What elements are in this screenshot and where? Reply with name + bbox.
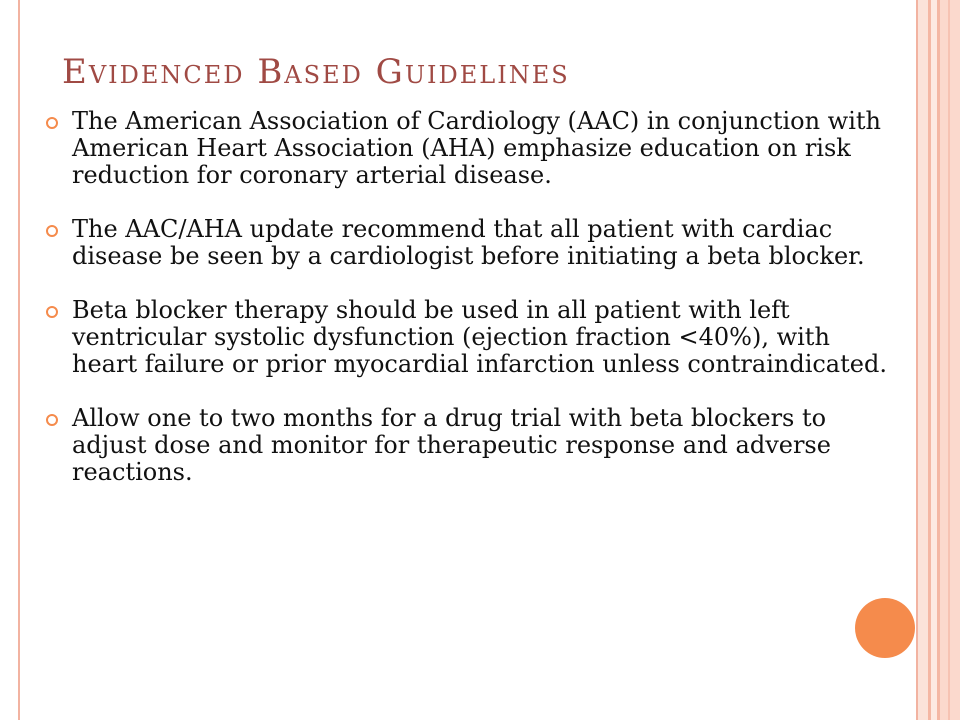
right-decorative-stripe [948,0,950,720]
bullet-text: The AAC/AHA update recommend that all patient with cardiac disease be seen by a cardiologist before initiating a beta blocker. [72,215,865,270]
bullet-text: Allow one to two months for a drug trial with beta blockers to adjust dose and monitor for therapeutic response and adverse reactions. [72,404,831,486]
circle-bullet-icon [46,117,58,129]
slide-title: Evidenced Based Guidelines [62,52,570,92]
bullet-item [46,297,891,378]
bullet-text: The American Association of Cardiology (AAC) in conjunction with American Heart Association (AHA) emphasize education on risk reduction for coronary arterial disease. [72,107,882,189]
circle-bullet-icon [46,306,58,318]
decorative-orange-circle [855,598,915,658]
bullet-item [46,405,891,486]
bullet-text: Beta blocker therapy should be used in all patient with left ventricular systolic dysfunction (ejection fraction <40%), with heart failure or prior myocardial infarction unless contraindicated. [72,296,887,378]
bullet-item [46,216,891,270]
circle-bullet-icon [46,225,58,237]
bullet-list [46,108,891,486]
right-decorative-band [940,0,960,720]
bullet-item [46,108,891,189]
circle-bullet-icon [46,414,58,426]
right-decorative-band [918,0,928,720]
